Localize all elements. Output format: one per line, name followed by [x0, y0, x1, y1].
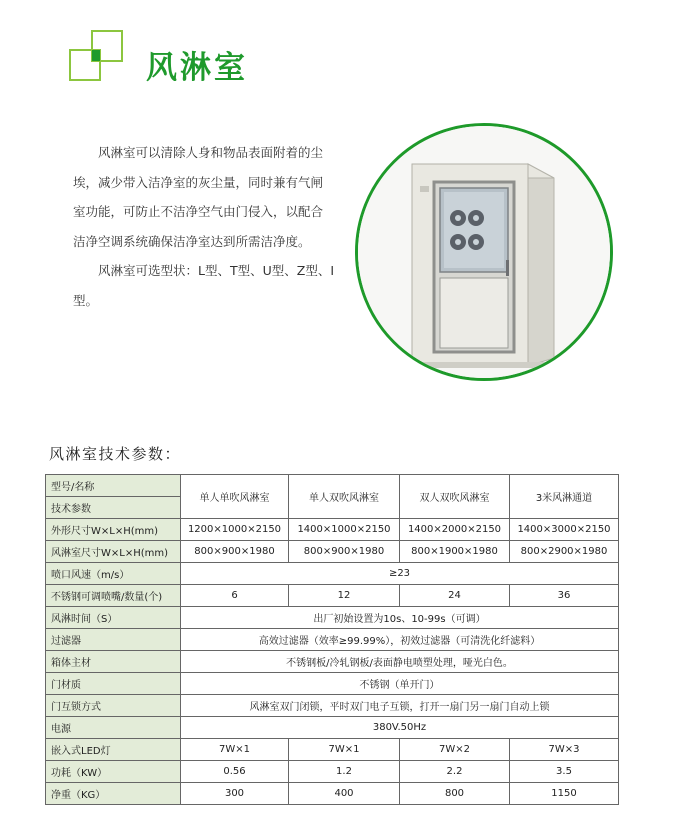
intro-paragraph-2: 风淋室可选型状：L型、T型、U型、Z型、I型。: [73, 263, 334, 308]
table-cell: 800×2900×1980: [510, 541, 619, 563]
model-name-cell: 双人双吹风淋室: [400, 475, 510, 519]
table-cell: 2.2: [400, 761, 510, 783]
header-label-model: 型号/名称: [46, 475, 181, 497]
table-row: [46, 563, 619, 585]
row-label: 净重（KG）: [46, 783, 181, 805]
table-row: [46, 673, 619, 695]
table-row: [46, 607, 619, 629]
table-cell: 1400×1000×2150: [289, 519, 400, 541]
row-label: 嵌入式LED灯: [46, 739, 181, 761]
table-cell: 7W×1: [181, 739, 289, 761]
row-label: 箱体主材: [46, 651, 181, 673]
section-title: 风淋室技术参数：: [49, 445, 182, 463]
row-label: 功耗（KW）: [46, 761, 181, 783]
air-shower-room-illustration: [358, 126, 610, 378]
table-row: [46, 717, 619, 739]
merged-cell: 不锈钢板/冷轧钢板/表面静电喷塑处理，哑光白色。: [181, 651, 619, 673]
row-label: 风淋时间（S）: [46, 607, 181, 629]
intro-paragraph-1: 风淋室可以清除人身和物品表面附着的尘埃，减少带入洁净室的灰尘量，同时兼有气闸室功能，可防止不洁净空气由门侵入，以配合洁净空调系统确保洁净室达到所需洁净度。: [73, 145, 324, 249]
table-cell: 1400×3000×2150: [510, 519, 619, 541]
model-name-cell: 单人双吹风淋室: [289, 475, 400, 519]
table-row: [46, 761, 619, 783]
table-row: [46, 651, 619, 673]
row-label: 不锈钢可调喷嘴/数量(个): [46, 585, 181, 607]
table-cell: 1400×2000×2150: [400, 519, 510, 541]
page-title: 风淋室: [146, 50, 248, 86]
table-row: [46, 585, 619, 607]
table-cell: 3.5: [510, 761, 619, 783]
merged-cell: 高效过滤器（效率≥99.99%），初效过滤器（可清洗化纤滤料）: [181, 629, 619, 651]
table-cell: 800×900×1980: [289, 541, 400, 563]
merged-cell: 380V.50Hz: [181, 717, 619, 739]
table-cell: 0.56: [181, 761, 289, 783]
intro-text: [73, 138, 335, 315]
table-cell: 1.2: [289, 761, 400, 783]
row-label: 门材质: [46, 673, 181, 695]
row-label: 过滤器: [46, 629, 181, 651]
table-cell: 800: [400, 783, 510, 805]
table-cell: 7W×3: [510, 739, 619, 761]
table-row: [46, 783, 619, 805]
row-label: 电源: [46, 717, 181, 739]
table-cell: 300: [181, 783, 289, 805]
table-cell: 6: [181, 585, 289, 607]
row-label: 外形尺寸W×L×H(mm): [46, 519, 181, 541]
table-row: [46, 541, 619, 563]
merged-cell: 出厂初始设置为10s、10-99s（可调）: [181, 607, 619, 629]
table-row: [46, 629, 619, 651]
row-label: 门互锁方式: [46, 695, 181, 717]
merged-cell: 风淋室双门闭锁，平时双门电子互锁，打开一扇门另一扇门自动上锁: [181, 695, 619, 717]
table-cell: 12: [289, 585, 400, 607]
table-row: [46, 739, 619, 761]
table-header-row: [46, 475, 619, 497]
table-row: [46, 519, 619, 541]
table-cell: 36: [510, 585, 619, 607]
table-cell: 800×1900×1980: [400, 541, 510, 563]
model-name-cell: 3米风淋通道: [510, 475, 619, 519]
air-shower-room-photo: [355, 123, 613, 381]
table-cell: 800×900×1980: [181, 541, 289, 563]
merged-cell: 不锈钢（单开门）: [181, 673, 619, 695]
table-cell: 7W×2: [400, 739, 510, 761]
overlapping-squares-logo-icon: [64, 30, 128, 82]
table-cell: 24: [400, 585, 510, 607]
row-label: 喷口风速（m/s）: [46, 563, 181, 585]
table-row: [46, 695, 619, 717]
table-cell: 1200×1000×2150: [181, 519, 289, 541]
table-cell: 1150: [510, 783, 619, 805]
model-name-cell: 单人单吹风淋室: [181, 475, 289, 519]
spec-table: [45, 474, 619, 805]
row-label: 风淋室尺寸W×L×H(mm): [46, 541, 181, 563]
table-cell: 400: [289, 783, 400, 805]
merged-cell: ≥23: [181, 563, 619, 585]
table-cell: 7W×1: [289, 739, 400, 761]
header-label-params: 技术参数: [46, 497, 181, 519]
